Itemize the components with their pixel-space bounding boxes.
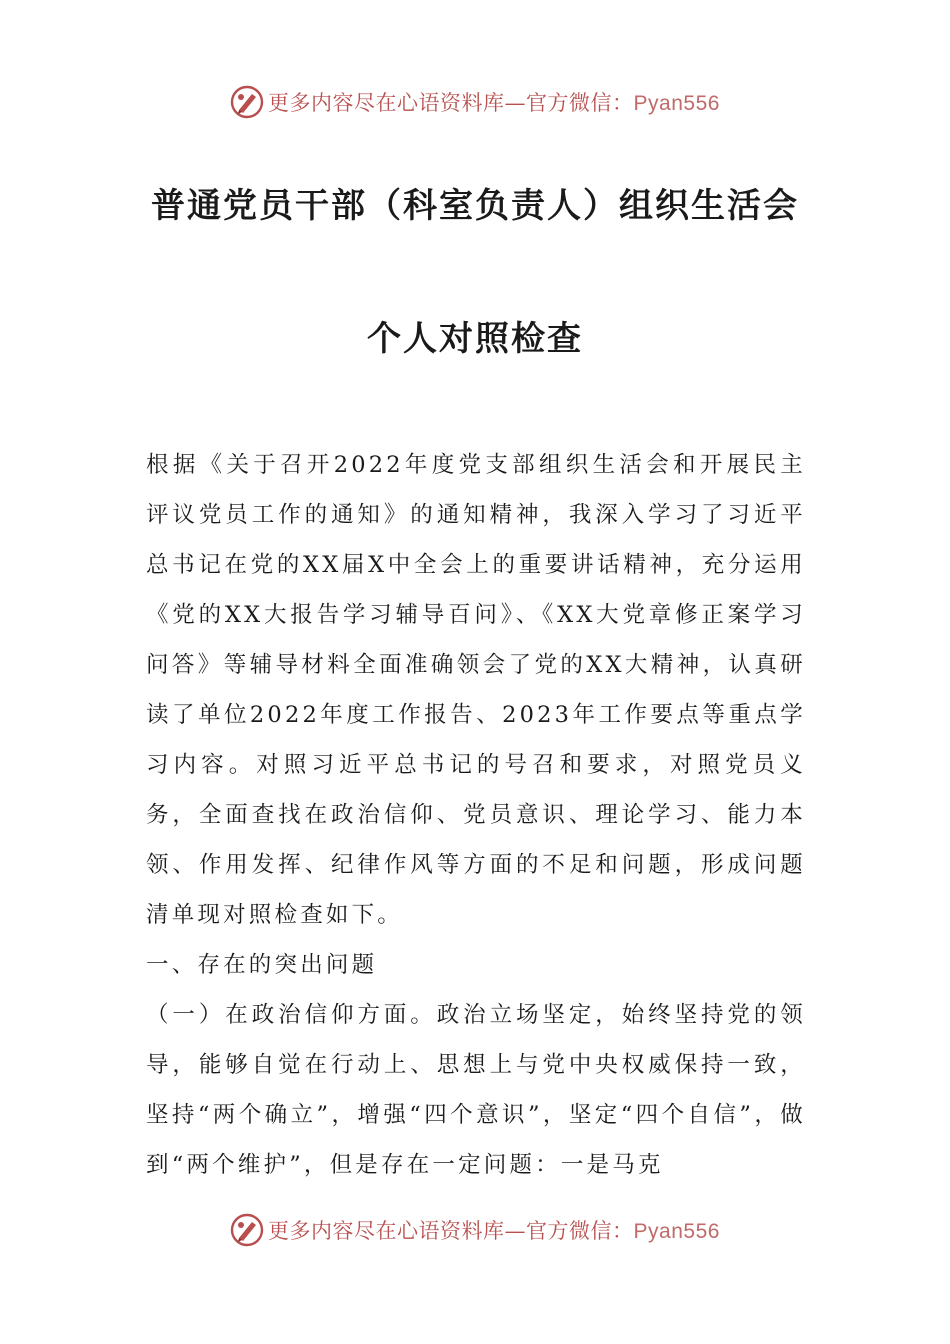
document-title-line1: 普通党员干部（科室负责人）组织生活会	[151, 186, 799, 226]
pen-logo-icon	[230, 1213, 264, 1247]
section-heading-1: 一、存在的突出问题	[146, 952, 378, 978]
document-body	[146, 440, 806, 1190]
watermark-text: 更多内容尽在心语资料库—官方微信：	[268, 91, 634, 115]
paragraph-political: （一）在政治信仰方面。政治立场坚定，始终坚持党的领导，能够自觉在行动上、思想上与党中央权威保持一致，坚持“两个确立”，增强“四个意识”，坚定“四个自信”，做到“两个维护”，但是存在一定问题：一是马克	[146, 1002, 806, 1178]
watermark-banner-top	[0, 82, 950, 122]
watermark-id: Pyan556	[633, 92, 720, 115]
watermark-id: Pyan556	[633, 1220, 720, 1243]
document-title-line2: 个人对照检查	[367, 319, 583, 359]
watermark-banner-bottom	[0, 1210, 950, 1250]
paragraph-intro: 根据《关于召开2022年度党支部组织生活会和开展民主评议党员工作的通知》的通知精神，我深入学习了习近平总书记在党的XX届X中全会上的重要讲话精神，充分运用《党的XX大报告学习辅导百问》、《XX大党章修正案学习问答》等辅导材料全面准确领会了党的XX大精神，认真研读了单位2022年度工作报告、2023年工作要点等重点学习内容。对照习近平总书记的号召和要求，对照党员义务，全面查找在政治信仰、党员意识、理论学习、能力本领、作用发挥、纪律作风等方面的不足和问题，形成问题清单现对照检查如下。	[146, 452, 806, 928]
pen-logo-icon	[230, 85, 264, 119]
watermark-text: 更多内容尽在心语资料库—官方微信：	[268, 1219, 634, 1243]
